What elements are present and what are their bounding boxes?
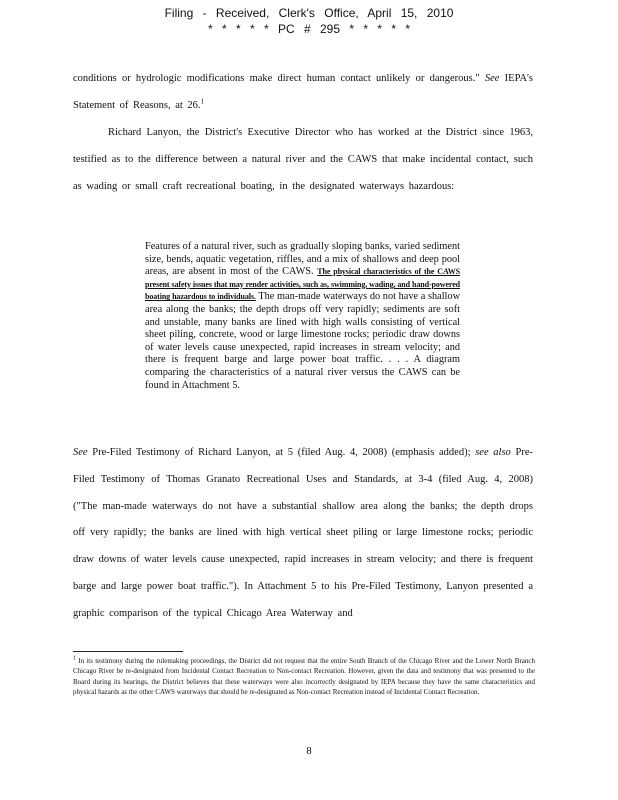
citation-paragraph bbox=[73, 440, 533, 628]
see-also-signal: see also bbox=[475, 447, 511, 458]
footnote-divider bbox=[73, 651, 183, 652]
lanyon-paragraph: Richard Lanyon, the District's Executive Director who has worked at the District since 1963, testified as to the difference between a natural river and the CAWS that make incidental contact, such as wading or small craft recreational boating, in the designated waterways hazardous: bbox=[73, 127, 533, 192]
page-number: 8 bbox=[306, 746, 312, 757]
block-quote bbox=[145, 241, 460, 392]
pc-number-header: * * * * * PC # 295 * * * * * bbox=[207, 22, 411, 36]
see-signal-2: See bbox=[73, 447, 88, 458]
citation-text-1: Pre-Filed Testimony of Richard Lanyon, at 5 (filed Aug. 4, 2008) (emphasis added); bbox=[92, 447, 471, 458]
footnote-reference: 1 bbox=[200, 97, 205, 106]
citation-text: IEPA's Statement of Reasons, at 26. bbox=[73, 73, 534, 111]
footnote-number: 1 bbox=[73, 655, 76, 662]
quote-part-three: The man-made waterways do not have a shallow area along the banks; the depth drops off very rapidly; sediments are soft and unstable, many banks are lined with high walls consisting of vertical sheet piling, concrete, wood or large limestone rocks; periodic draw downs of water levels cause unexpected, rapid increases in stream velocity; and there is frequent barge and large power boat traffic. . . . A diagram comparing the characteristics of a natural river versus the CAWS can be found in Attachment 5. bbox=[145, 291, 461, 391]
see-signal: See bbox=[484, 73, 500, 84]
quote-emphasis: The physical characteristics of the CAWS present safety issues that may render activities, such as, swimming, wading, and hand-powered boating hazardous to individuals. bbox=[145, 267, 460, 302]
footnote bbox=[73, 656, 535, 697]
filing-header: Filing - Received, Clerk's Office, April 15, 2010 bbox=[164, 6, 454, 20]
paragraph-text: conditions or hydrologic modifications make direct human contact unlikely or dangerous." bbox=[73, 73, 480, 84]
paragraph-continuation bbox=[73, 66, 533, 120]
citation-text-2: Pre-Filed Testimony of Thomas Granato Recreational Uses and Standards, at 3-4 (filed Aug. 4, 2008) ("The man-made waterways do not have a substantial shallow area along the banks; the depth drops off very rapidly; the banks are lined with high vertical sheet piling or large limestone rocks; periodic draw downs of water levels cause unexpected, rapid increases in stream velocity; and there is frequent barge and large power boat traffic."). In Attachment 5 to his Pre-Filed Testimony, Lanyon presented a graphic comparison of the typical Chicago Area Waterway and bbox=[73, 447, 534, 619]
footnote-text: In its testimony during the rulemaking proceedings, the District did not request that the entire South Branch of the Chicago River and the Lower North Branch Chicago River be re-designated from Incidental Contact Recreation to Non-contact Recreation. However, given the data and testimony that was presented to the Board during its hearings, the District believes that these waterways were also incorrectly designated by IEPA because they have the same characteristics and physical hazards as the other CAWS waterways that should be re-designated as Non-contact Recreation instead of Incidental Contact Recreation. bbox=[73, 657, 535, 696]
quote-part-one: Features of a natural river, such as gradually sloping banks, varied sediment size, bends, aquatic vegetation, riffles, and a mix of shallows and deep pool areas, are absent in most of the CAWS. bbox=[145, 241, 460, 278]
